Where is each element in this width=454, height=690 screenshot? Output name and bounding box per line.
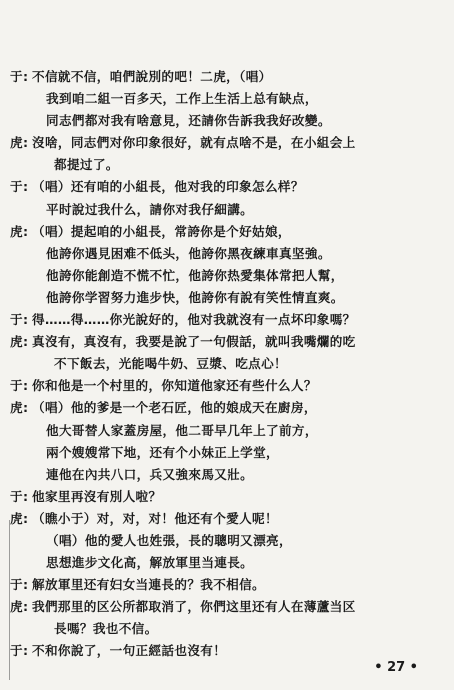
speaker-line [10, 375, 444, 397]
continuation-line [10, 199, 444, 221]
dialogue-text: 連他在內共八口，兵又強來馬又壯。 [46, 466, 254, 482]
dialogue-text: 思想進步文化高，解放軍里当連長。 [46, 555, 254, 571]
dialogue-text: 同志們都对我有啥意見，还請你告訴我我好改變。 [46, 113, 331, 129]
speaker-label: 虎: [10, 223, 29, 239]
continuation-line [10, 88, 444, 110]
dialogue-text: 得……得……你光說好的，他对我就沒有一点坏印象嗎？ [32, 312, 356, 328]
dialogue-text: 他誇你遇見困难不低头，他誇你黑夜練車真坚強。 [46, 245, 331, 261]
dialogue-text: 長嗎？我也不信。 [54, 621, 158, 637]
speaker-label: 于: [10, 69, 29, 84]
speaker-label: 于: [10, 643, 29, 659]
speaker-label: 虎: [10, 334, 29, 350]
dialogue-text: 我到咱二組一百多天，工作上生活上总有缺点， [46, 91, 318, 107]
dialogue-text: 平时說过我什么，請你对我仔細講。 [46, 201, 254, 217]
speaker-label: 虎: [10, 135, 29, 151]
dialogue-text: （瞧小于）对，对，对！他还有个愛人呢！ [32, 510, 278, 526]
speaker-label: 于: [10, 378, 29, 394]
continuation-line [10, 110, 444, 132]
speaker-line [10, 221, 444, 243]
continuation-line [10, 552, 444, 574]
dialogue-text: 真沒有，真沒有，我要是說了一句假話，就叫我嘴爛的吃 [32, 334, 356, 350]
continuation-line [10, 420, 444, 442]
dialogue-text: 不下飯去，光能喝牛奶、豆漿、吃点心！ [54, 356, 287, 372]
dialogue-text: 都提过了。 [54, 157, 119, 173]
dialogue-text: 他家里再沒有別人啦？ [32, 488, 162, 504]
page-number: • 27 • [374, 660, 418, 675]
dialogue-text: 他誇你学習努力進步快，他誇你有說有笑性情直爽。 [46, 289, 344, 305]
dialogue-text: 不信就不信，咱們說別的吧！二虎，（唱） [32, 69, 272, 84]
dialogue-text: （唱）他的爹是一个老石匠，他的娘成天在廚房， [32, 400, 317, 416]
dialogue-text: 沒啥，同志們对你印象很好，就有点啥不是，在小組会上 [32, 135, 356, 151]
dialogue-text: 他誇你能創造不慌不忙，他誇你热愛集体常把人幫， [46, 267, 344, 283]
speaker-line [10, 397, 444, 419]
speaker-line [10, 574, 444, 596]
speaker-line [10, 331, 444, 353]
continuation-line [10, 353, 444, 375]
dialogue-text: 他大哥替人家蓋房屋，他二哥早几年上了前方， [46, 422, 318, 438]
dialogue-text: 你和他是一个村里的，你知道他家还有些什么人？ [32, 378, 317, 394]
speaker-label: 于: [10, 179, 29, 195]
dialogue-text: （唱）他的愛人也姓張，長的聰明又漂亮， [46, 532, 292, 548]
continuation-line [10, 618, 444, 640]
speaker-line [10, 132, 444, 154]
speaker-label: 虎: [10, 510, 29, 526]
speaker-label: 于: [10, 312, 29, 328]
continuation-line [10, 243, 444, 265]
continuation-line [10, 287, 444, 309]
dialogue-text: 解放軍里还有妇女当連長的？我不相信。 [32, 577, 265, 593]
speaker-line [10, 66, 444, 88]
continuation-line [10, 464, 444, 486]
dialogue-text: （唱）还有咱的小組長，他对我的印象怎么样？ [32, 179, 304, 195]
dialogue-text: （唱）提起咱的小組長，常誇你是个好姑娘， [32, 223, 291, 239]
speaker-label: 虎: [10, 400, 29, 416]
speaker-label: 于: [10, 577, 29, 593]
continuation-line [10, 154, 444, 176]
speaker-line [10, 508, 444, 530]
speaker-label: 虎: [10, 599, 29, 615]
speaker-line [10, 596, 444, 618]
dialogue-text: 兩个嫂嫂常下地，还有个小妹正上学堂， [46, 444, 279, 460]
dialogue-text: 我們那里的区公所都取消了，你們这里还有人在薄蘆当区 [32, 599, 356, 615]
dialogue-body [10, 66, 444, 663]
continuation-line [10, 442, 444, 464]
speaker-line [10, 309, 444, 331]
continuation-line [10, 530, 444, 552]
continuation-line [10, 265, 444, 287]
speaker-line [10, 176, 444, 198]
dialogue-text: 不和你說了，一句正經話也沒有！ [32, 643, 227, 659]
speaker-label: 于: [10, 488, 29, 504]
speaker-line [10, 486, 444, 508]
